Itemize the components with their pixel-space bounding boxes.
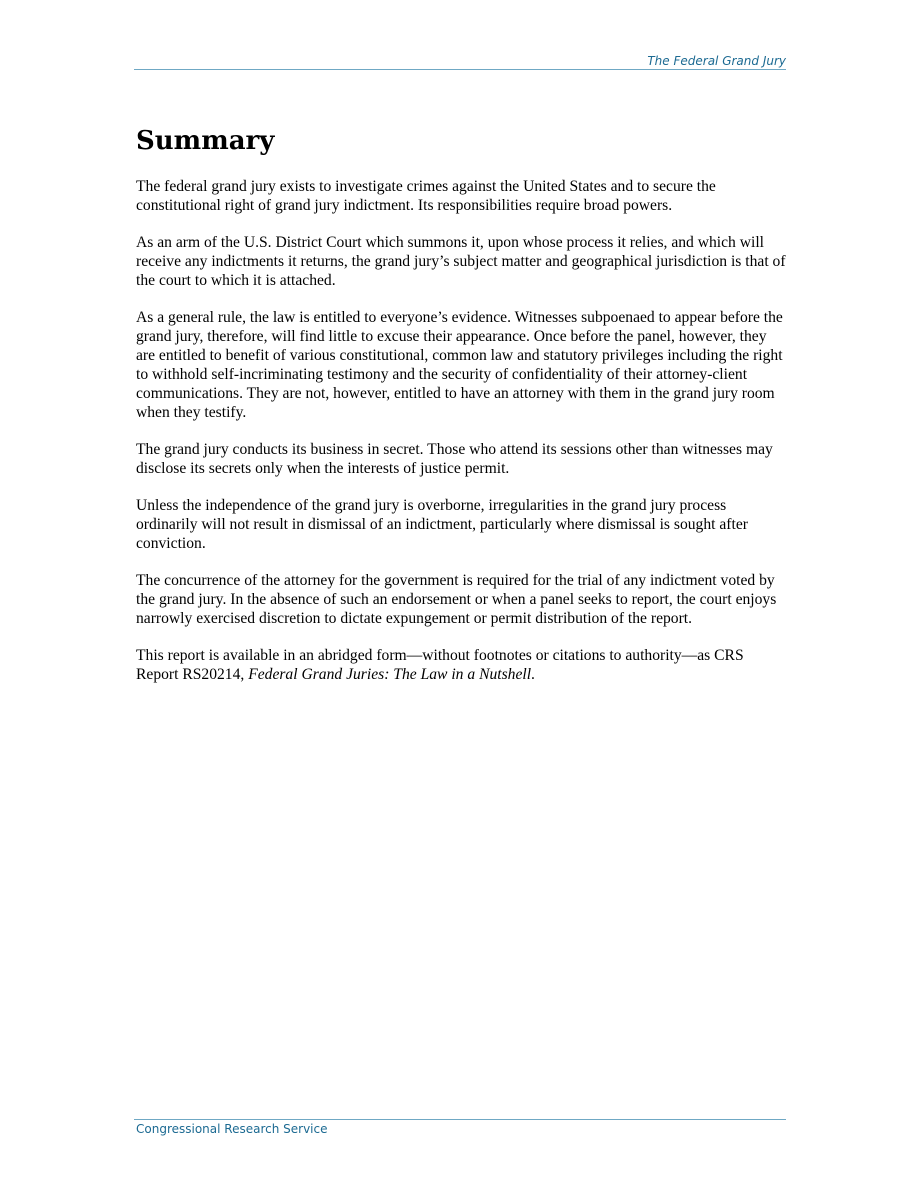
page-title: Summary <box>136 126 275 156</box>
paragraph-purpose: The federal grand jury exists to investigate crimes against the United States and to secure the constitutional right of grand jury indictment. Its responsibilities require broad powers. <box>136 178 716 214</box>
summary-body <box>136 177 788 702</box>
paragraph-availability <box>136 646 788 684</box>
availability-period: . <box>531 666 535 683</box>
abridged-report-title: Federal Grand Juries: The Law in a Nutshell <box>248 666 532 683</box>
paragraph-witnesses: As a general rule, the law is entitled to everyone’s evidence. Witnesses subpoenaed to appear before the grand jury, therefore, will find little to excuse their appearance. Once before the panel, however, they are entitled to benefit of various constitutional, common law and statutory privileges including the right to withhold self-incriminating testimony and the security of confidentiality of their attorney-client communications. They are not, however, entitled to have an attorney with them in the grand jury room when they testify. <box>136 309 783 421</box>
running-header: The Federal Grand Jury <box>647 54 786 68</box>
paragraph-jurisdiction: As an arm of the U.S. District Court which summons it, upon whose process it relies, and which will receive any indictments it returns, the grand jury’s subject matter and geographical jurisdiction is that of the court to which it is attached. <box>136 234 786 289</box>
paragraph-secrecy: The grand jury conducts its business in secret. Those who attend its sessions other than witnesses may disclose its secrets only when the interests of justice permit. <box>136 441 773 477</box>
paragraph-concurrence: The concurrence of the attorney for the government is required for the trial of any indictment voted by the grand jury. In the absence of such an endorsement or when a panel seeks to report, the court enjoys narrowly exercised discretion to dictate expungement or permit distribution of the report. <box>136 572 777 627</box>
availability-text: This report is available in an abridged form—without footnotes or citations to authority—as CRS Report RS20214, <box>136 647 744 683</box>
header-divider <box>134 69 786 70</box>
footer-divider <box>134 1119 786 1120</box>
paragraph-irregularities: Unless the independence of the grand jury is overborne, irregularities in the grand jury process ordinarily will not result in dismissal of an indictment, particularly where dismissal is sought after conviction. <box>136 497 748 552</box>
footer-organization: Congressional Research Service <box>136 1122 328 1136</box>
